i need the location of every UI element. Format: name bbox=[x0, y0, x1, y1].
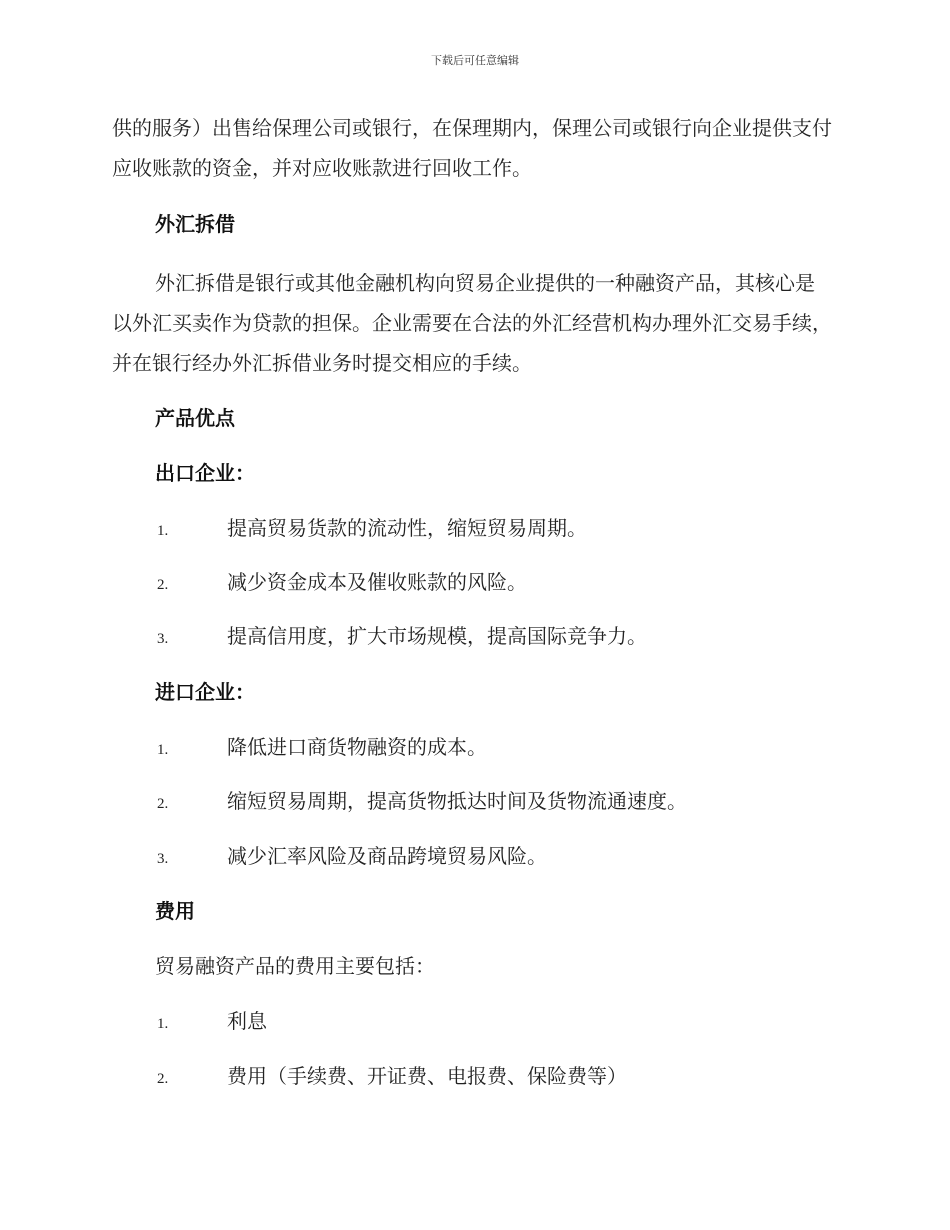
fees-intro: 贸易融资产品的费用主要包括： bbox=[155, 954, 435, 978]
intro-paragraph: 供的服务）出售给保理公司或银行，在保理期内，保理公司或银行向企业提供支付应收账款的资金，并对应收账款进行回收工作。 bbox=[112, 116, 832, 180]
list-item bbox=[112, 622, 832, 653]
list-number: 3. bbox=[157, 851, 169, 867]
list-item bbox=[112, 787, 832, 818]
list-text: 提高贸易货款的流动性，缩短贸易周期。 bbox=[227, 516, 587, 540]
list-item bbox=[112, 733, 832, 764]
list-text: 提高信用度，扩大市场规模，提高国际竞争力。 bbox=[227, 624, 647, 648]
forex-paragraph: 外汇拆借是银行或其他金融机构向贸易企业提供的一种融资产品，其核心是以外汇买卖作为贷款的担保。企业需要在合法的外汇经营机构办理外汇交易手续，并在银行经办外汇拆借业务时提交相应的手续。 bbox=[112, 271, 832, 375]
list-number: 3. bbox=[157, 631, 169, 647]
list-number: 1. bbox=[157, 1016, 169, 1032]
advantages-heading: 产品优点 bbox=[155, 406, 235, 430]
list-text: 降低进口商货物融资的成本。 bbox=[227, 735, 487, 759]
list-item bbox=[112, 568, 832, 599]
list-text: 利息 bbox=[227, 1009, 267, 1033]
list-item bbox=[112, 1007, 832, 1038]
list-item bbox=[112, 514, 832, 545]
list-item bbox=[112, 1062, 832, 1093]
import-heading: 进口企业： bbox=[155, 680, 255, 704]
list-text: 减少资金成本及催收账款的风险。 bbox=[227, 570, 527, 594]
list-item bbox=[112, 842, 832, 873]
fees-heading: 费用 bbox=[155, 899, 195, 923]
page-header: 下载后可任意编辑 bbox=[431, 54, 519, 67]
list-text: 费用（手续费、开证费、电报费、保险费等） bbox=[227, 1064, 627, 1088]
list-number: 2. bbox=[157, 796, 169, 812]
list-number: 1. bbox=[157, 742, 169, 758]
export-heading: 出口企业： bbox=[155, 461, 255, 485]
list-number: 2. bbox=[157, 1071, 169, 1087]
list-number: 2. bbox=[157, 577, 169, 593]
list-text: 缩短贸易周期，提高货物抵达时间及货物流通速度。 bbox=[227, 789, 687, 813]
forex-heading: 外汇拆借 bbox=[155, 212, 235, 236]
list-number: 1. bbox=[157, 523, 169, 539]
list-text: 减少汇率风险及商品跨境贸易风险。 bbox=[227, 844, 547, 868]
